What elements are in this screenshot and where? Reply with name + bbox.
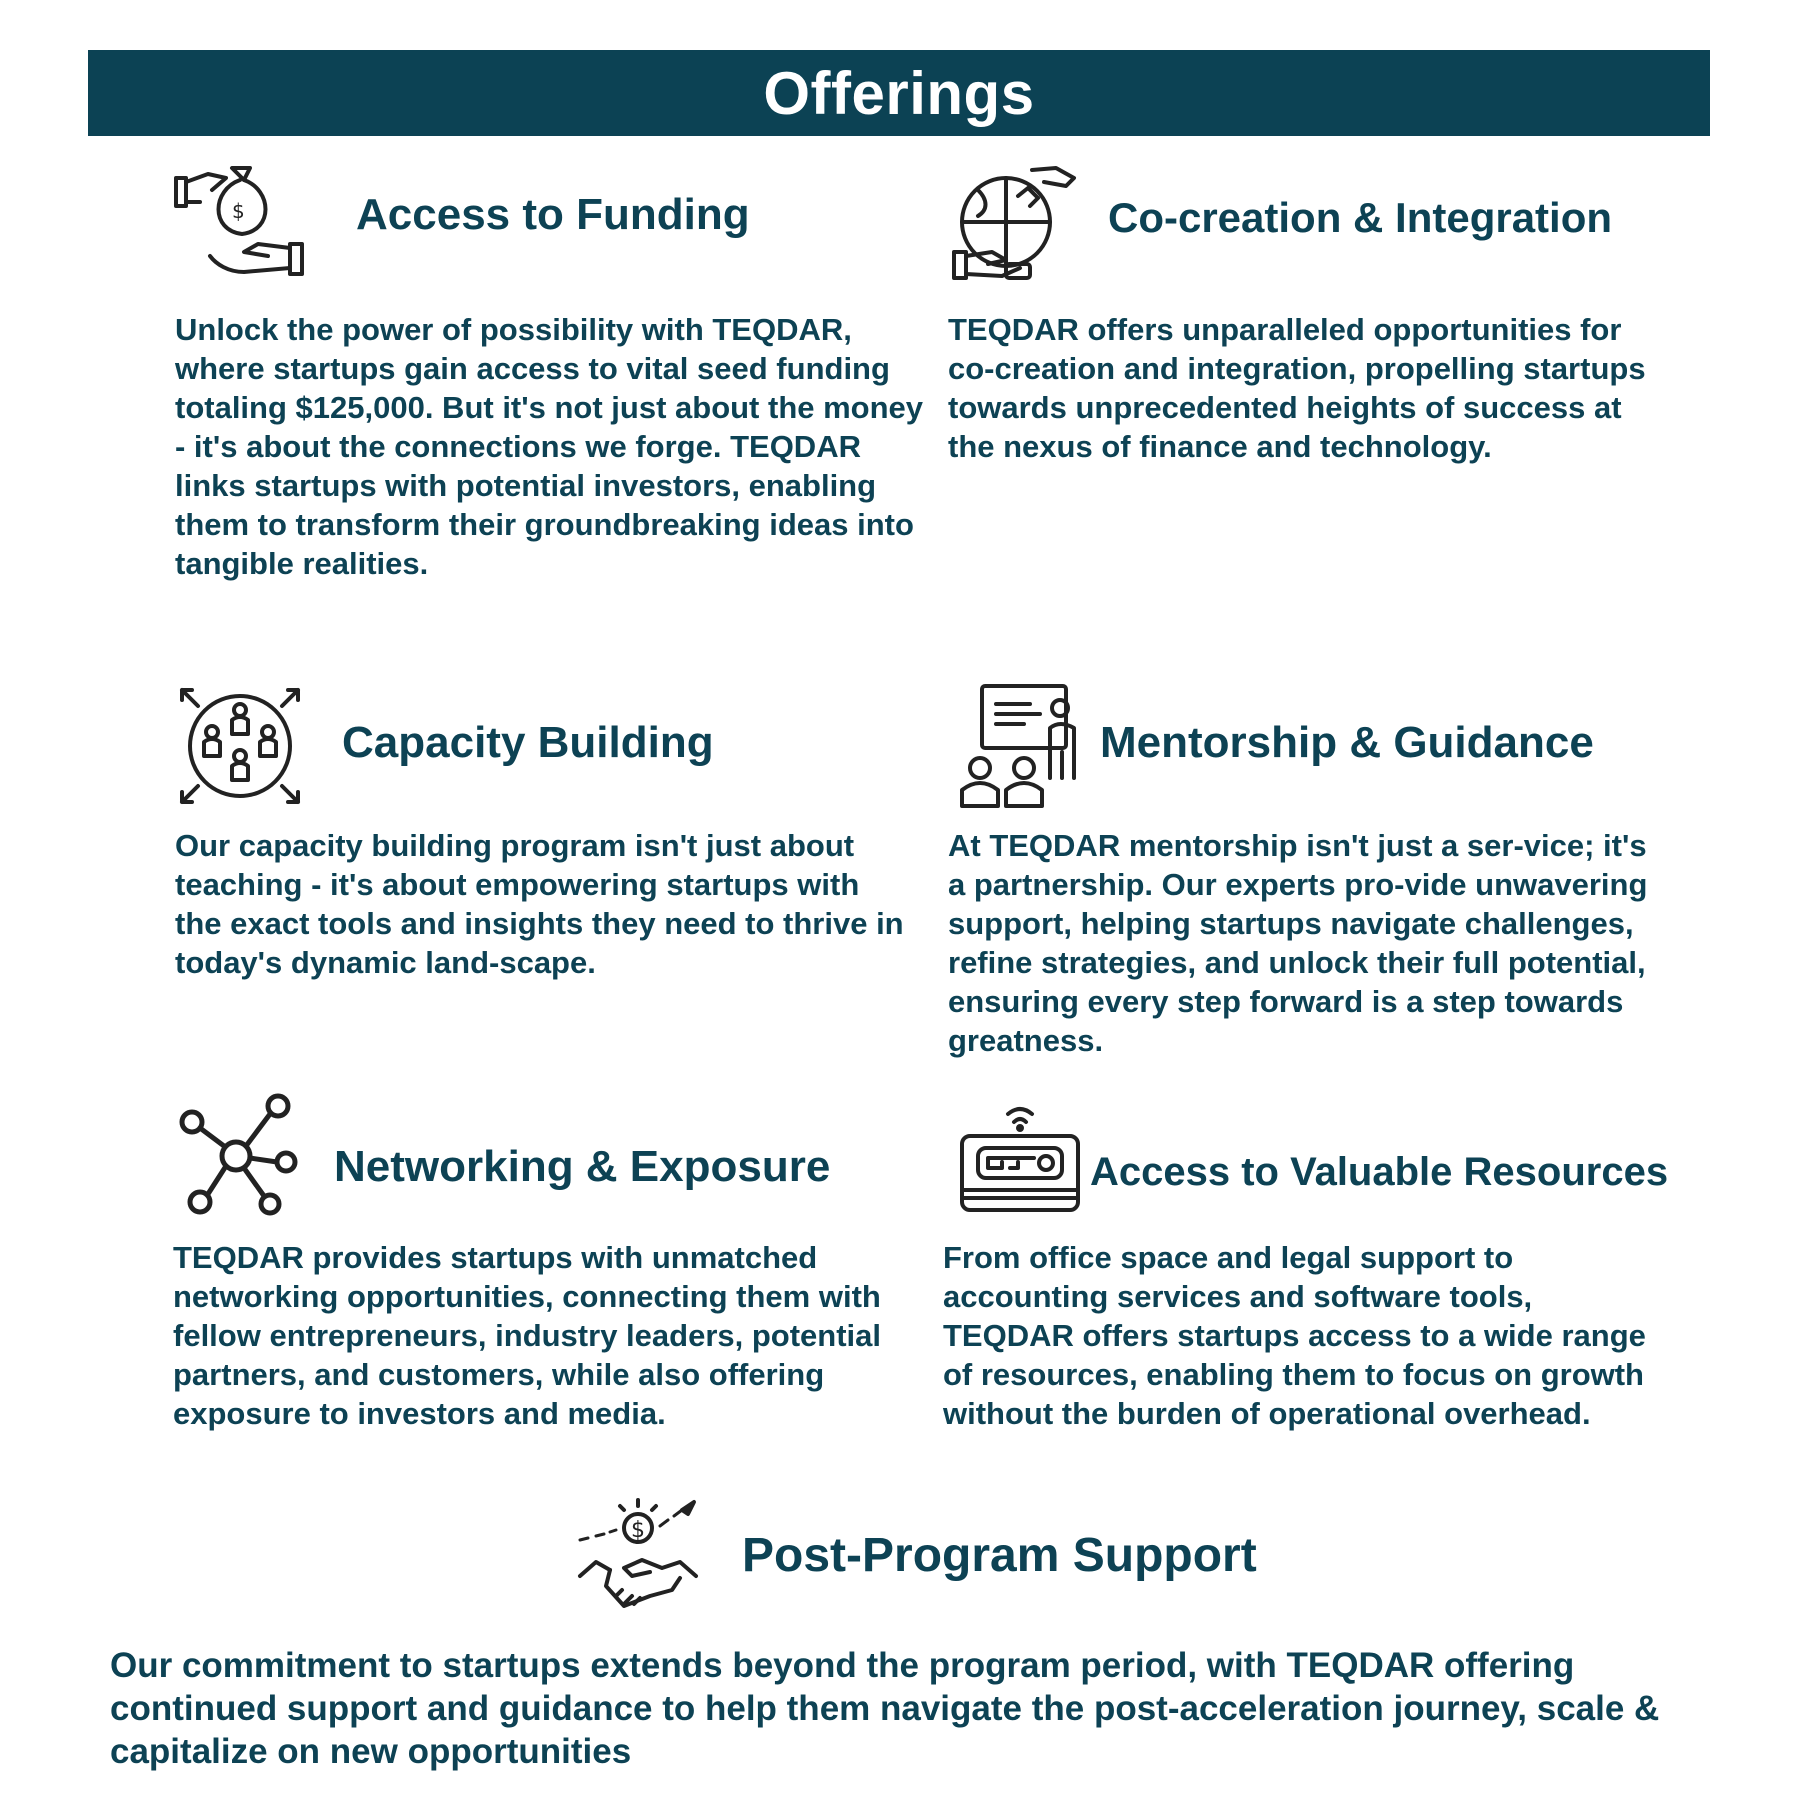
body-access-to-valuable-resources: From office space and legal support to accounting services and software tools, TEQDAR offers startups access to a wide range of resources, enabling them to focus on growth without the burden of operational overhead. <box>943 1240 1646 1431</box>
heading-access-to-funding: Access to Funding <box>356 190 750 239</box>
money-bag-hand-icon <box>172 160 308 282</box>
globe-puzzle-hands-icon <box>948 160 1080 284</box>
body-post-program-support: Our commitment to startups extends beyond the program period, with TEQDAR offering continued support and guidance to help them navigate the post-acceleration journey, scale & capitalize on new opportunities <box>110 1646 1660 1771</box>
page-title: Offerings <box>763 59 1035 127</box>
handshake-coin-icon <box>576 1496 700 1620</box>
people-expand-icon <box>176 684 304 808</box>
heading-capacity-building: Capacity Building <box>342 718 714 767</box>
body-access-to-funding: Unlock the power of possibility with TEQDAR, where startups gain access to vital seed funding totaling $125,000. But it's not just about the money - it's about the connections we forge. TEQDAR links startups with potential investors, enabling them to transform their groundbreaking ideas into tangible realities. <box>175 312 924 581</box>
offerings-banner <box>88 50 1710 136</box>
body-capacity-building: Our capacity building program isn't just about teaching - it's about empowering startups with the exact tools and insights they need to thrive in today's dynamic land-scape. <box>175 828 904 980</box>
presentation-mentor-icon <box>958 682 1082 808</box>
heading-post-program-support: Post-Program Support <box>742 1529 1257 1582</box>
heading-networking-exposure: Networking & Exposure <box>334 1142 831 1191</box>
network-nodes-icon <box>178 1092 298 1218</box>
svg-text:$: $ <box>631 1518 645 1543</box>
body-networking-exposure: TEQDAR provides startups with unmatched networking opportunities, connecting them with fellow entrepreneurs, industry leaders, potential partners, and customers, while also offering exposure to investors and media. <box>173 1240 882 1431</box>
heading-access-to-valuable-resources: Access to Valuable Resources <box>1090 1150 1669 1194</box>
body-mentorship-guidance: At TEQDAR mentorship isn't just a ser-vice; it's a partnership. Our experts pro-vide unwavering support, helping startups navigate challenges, refine strategies, and unlock their full potential, ensuring every step forward is a step towards greatness. <box>948 828 1648 1058</box>
smart-key-card-icon <box>958 1102 1082 1214</box>
heading-mentorship-guidance: Mentorship & Guidance <box>1100 718 1594 767</box>
body-co-creation-integration: TEQDAR offers unparalleled opportunities for co-creation and integration, propelling startups towards unprecedented heights of success at the nexus of finance and technology. <box>948 312 1646 464</box>
svg-text:$: $ <box>232 199 245 223</box>
heading-co-creation-integration: Co-creation & Integration <box>1108 194 1613 241</box>
